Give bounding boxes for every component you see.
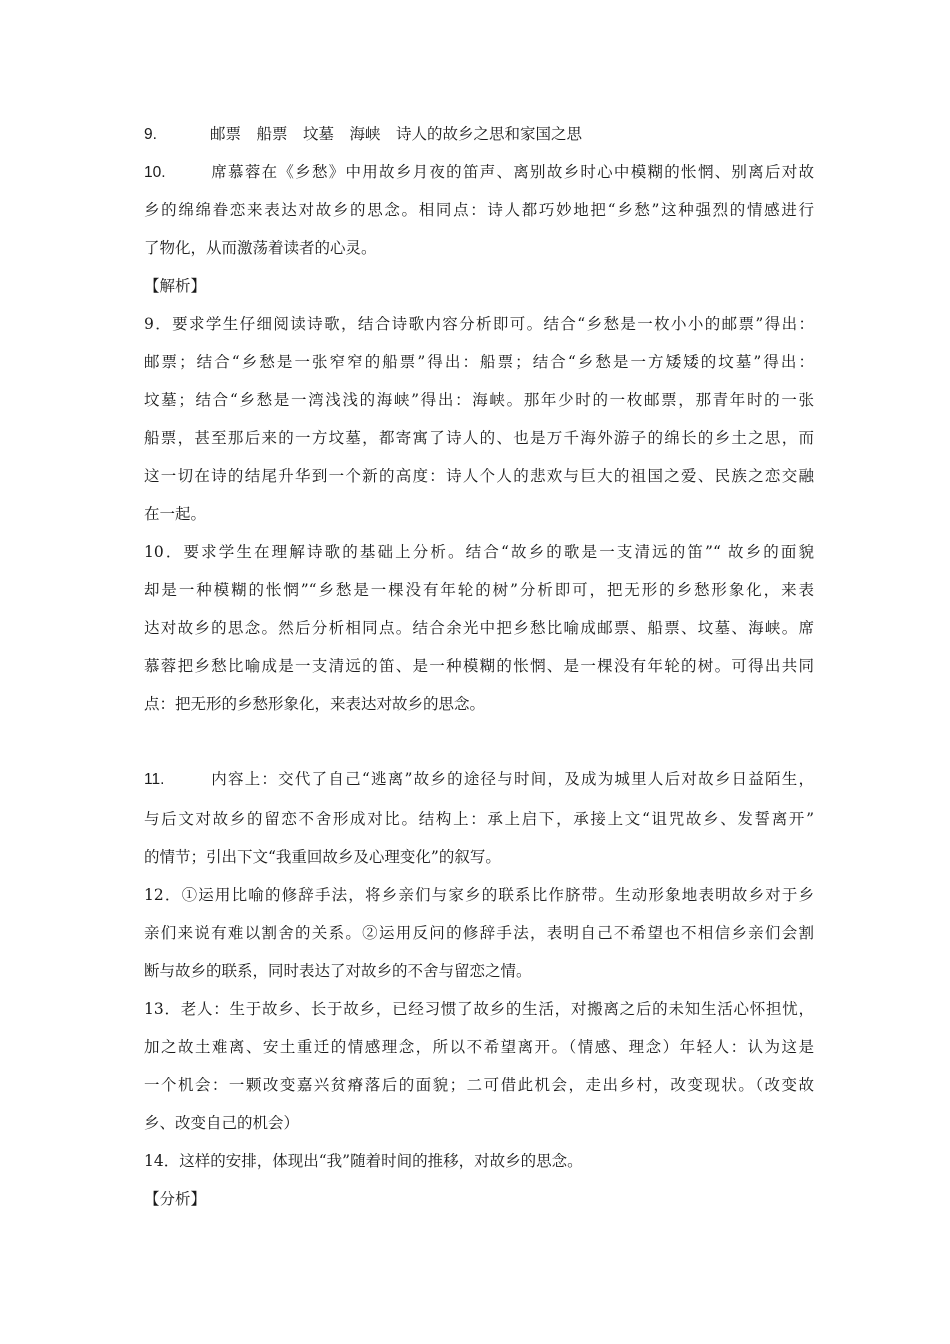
answer-13-line-1: 13．老人：生于故乡、长于故乡，已经习惯了故乡的生活，对搬离之后的未知生活心怀担忧， xyxy=(144,1000,814,1018)
jiexi-10-line-5: 点：把无形的乡愁形象化，来表达对故乡的思念。 xyxy=(144,695,486,713)
fenxi-heading: 【分析】 xyxy=(144,1190,207,1208)
answer-11-number: 11. xyxy=(144,771,165,788)
jiexi-9-line-5: 这一切在诗的结尾升华到一个新的高度：诗人个人的悲欢与巨大的祖国之爱、民族之恋交融 xyxy=(144,467,814,485)
answer-10-line-1: 10. 席慕蓉在《乡愁》中用故乡月夜的笛声、离别故乡时心中模糊的怅惘、别离后对故 xyxy=(144,163,814,181)
answer-9 xyxy=(144,124,814,145)
answer-11-line-3: 的情节；引出下文“我重回故乡及心理变化”的叙写。 xyxy=(144,848,501,866)
answer-13-line-4: 乡、改变自己的机会） xyxy=(144,1114,300,1132)
answer-10-line-2: 乡的绵绵眷恋来表达对故乡的思念。相同点：诗人都巧妙地把“乡愁”这种强烈的情感进行 xyxy=(144,201,814,219)
answer-9-text: 邮票 船票 坟墓 海峡 诗人的故乡之思和家国之思 xyxy=(210,125,583,143)
jiexi-10-line-1: 10．要求学生在理解诗歌的基础上分析。结合“故乡的歌是一支清远的笛”“ 故乡的面貌 xyxy=(144,543,814,561)
jiexi-9-line-3: 坟墓；结合“乡愁是一湾浅浅的海峡”得出：海峡。那年少时的一枚邮票，那青年时的一张 xyxy=(144,391,814,409)
jiexi-9-line-6: 在一起。 xyxy=(144,505,207,523)
answer-12-line-1: 12．①运用比喻的修辞手法，将乡亲们与家乡的联系比作脐带。生动形象地表明故乡对于乡 xyxy=(144,886,814,904)
answer-12-line-3: 断与故乡的联系，同时表达了对故乡的不舍与留恋之情。 xyxy=(144,962,532,980)
answer-10-number: 10. xyxy=(144,164,166,181)
jiexi-9-line-1: 9．要求学生仔细阅读诗歌，结合诗歌内容分析即可。结合“乡愁是一枚小小的邮票”得出： xyxy=(144,315,814,333)
jiexi-10-line-2: 却是一种模糊的怅惘”“乡愁是一棵没有年轮的树”分析即可，把无形的乡愁形象化，来表 xyxy=(144,581,814,599)
answer-11-line-2: 与后文对故乡的留恋不舍形成对比。结构上：承上启下，承接上文“诅咒故乡、发誓离开” xyxy=(144,810,814,828)
jiexi-10-line-3: 达对故乡的思念。然后分析相同点。结合余光中把乡愁比喻成邮票、船票、坟墓、海峡。席 xyxy=(144,619,814,637)
jiexi-10-line-4: 慕蓉把乡愁比喻成是一支清远的笛、是一种模糊的怅惘、是一棵没有年轮的树。可得出共同 xyxy=(144,657,814,675)
jiexi-heading: 【解析】 xyxy=(144,277,207,295)
answer-9-number: 9. xyxy=(144,126,157,143)
jiexi-9-line-2: 邮票；结合“乡愁是一张窄窄的船票”得出：船票；结合“乡愁是一方矮矮的坟墓”得出： xyxy=(144,353,814,371)
jiexi-9-line-4: 船票，甚至那后来的一方坟墓，都寄寓了诗人的、也是万千海外游子的绵长的乡土之思，而 xyxy=(144,429,814,447)
answer-10-line-3: 了物化，从而激荡着读者的心灵。 xyxy=(144,239,377,257)
answer-12-line-2: 亲们来说有难以割舍的关系。②运用反问的修辞手法，表明自己不希望也不相信乡亲们会割 xyxy=(144,924,814,942)
answer-11-line-1: 11. 内容上：交代了自己“逃离”故乡的途径与时间，及成为城里人后对故乡日益陌生， xyxy=(144,770,814,788)
answer-14: 14．这样的安排，体现出“我”随着时间的推移，对故乡的思念。 xyxy=(144,1152,583,1170)
answer-13-line-2: 加之故土难离、安土重迁的情感理念，所以不希望离开。（情感、理念）年轻人：认为这是 xyxy=(144,1038,814,1056)
answer-13-line-3: 一个机会：一颗改变嘉兴贫瘠落后的面貌；二可借此机会，走出乡村，改变现状。（改变故 xyxy=(144,1076,814,1094)
